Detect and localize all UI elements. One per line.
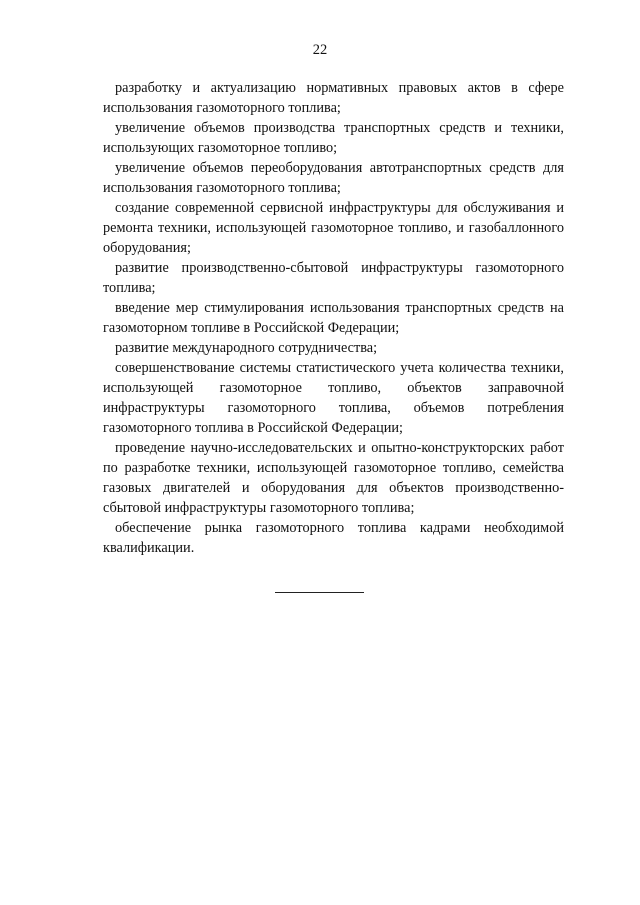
list-item-1: разработку и актуализацию нормативных правовых актов в сфере использования газомоторного топлива; [103, 80, 564, 116]
document-body [103, 78, 564, 558]
list-item-2: увеличение объемов производства транспортных средств и техники, использующих газомоторное топливо; [103, 120, 564, 156]
list-item-9: проведение научно-исследовательских и опытно-конструкторских работ по разработке техники, использующей газомоторное топливо, семейства газовых двигателей и оборудования для объектов производственно-сбытовой инфраструктуры газомоторного топлива; [103, 440, 564, 516]
list-item-7: развитие международного сотрудничества; [115, 340, 378, 356]
list-item-4: создание современной сервисной инфраструктуры для обслуживания и ремонта техники, использующей газомоторное топливо, и газобаллонного оборудования; [103, 200, 564, 256]
list-item-6: введение мер стимулирования использования транспортных средств на газомоторном топливе в Российской Федерации; [103, 300, 564, 336]
list-item-3: увеличение объемов переоборудования автотранспортных средств для использования газомоторного топлива; [103, 160, 564, 196]
end-of-section-divider [275, 592, 364, 593]
page-number: 22 [312, 42, 328, 58]
list-item-8: совершенствование системы статистического учета количества техники, использующей газомоторное топливо, объектов заправочной инфраструктуры газомоторного топлива, объемов потребления газомоторного топлива в Российской Федерации; [103, 360, 564, 436]
list-item-10: обеспечение рынка газомоторного топлива кадрами необходимой квалификации. [103, 520, 564, 556]
list-item-5: развитие производственно-сбытовой инфраструктуры газомоторного топлива; [103, 260, 564, 296]
